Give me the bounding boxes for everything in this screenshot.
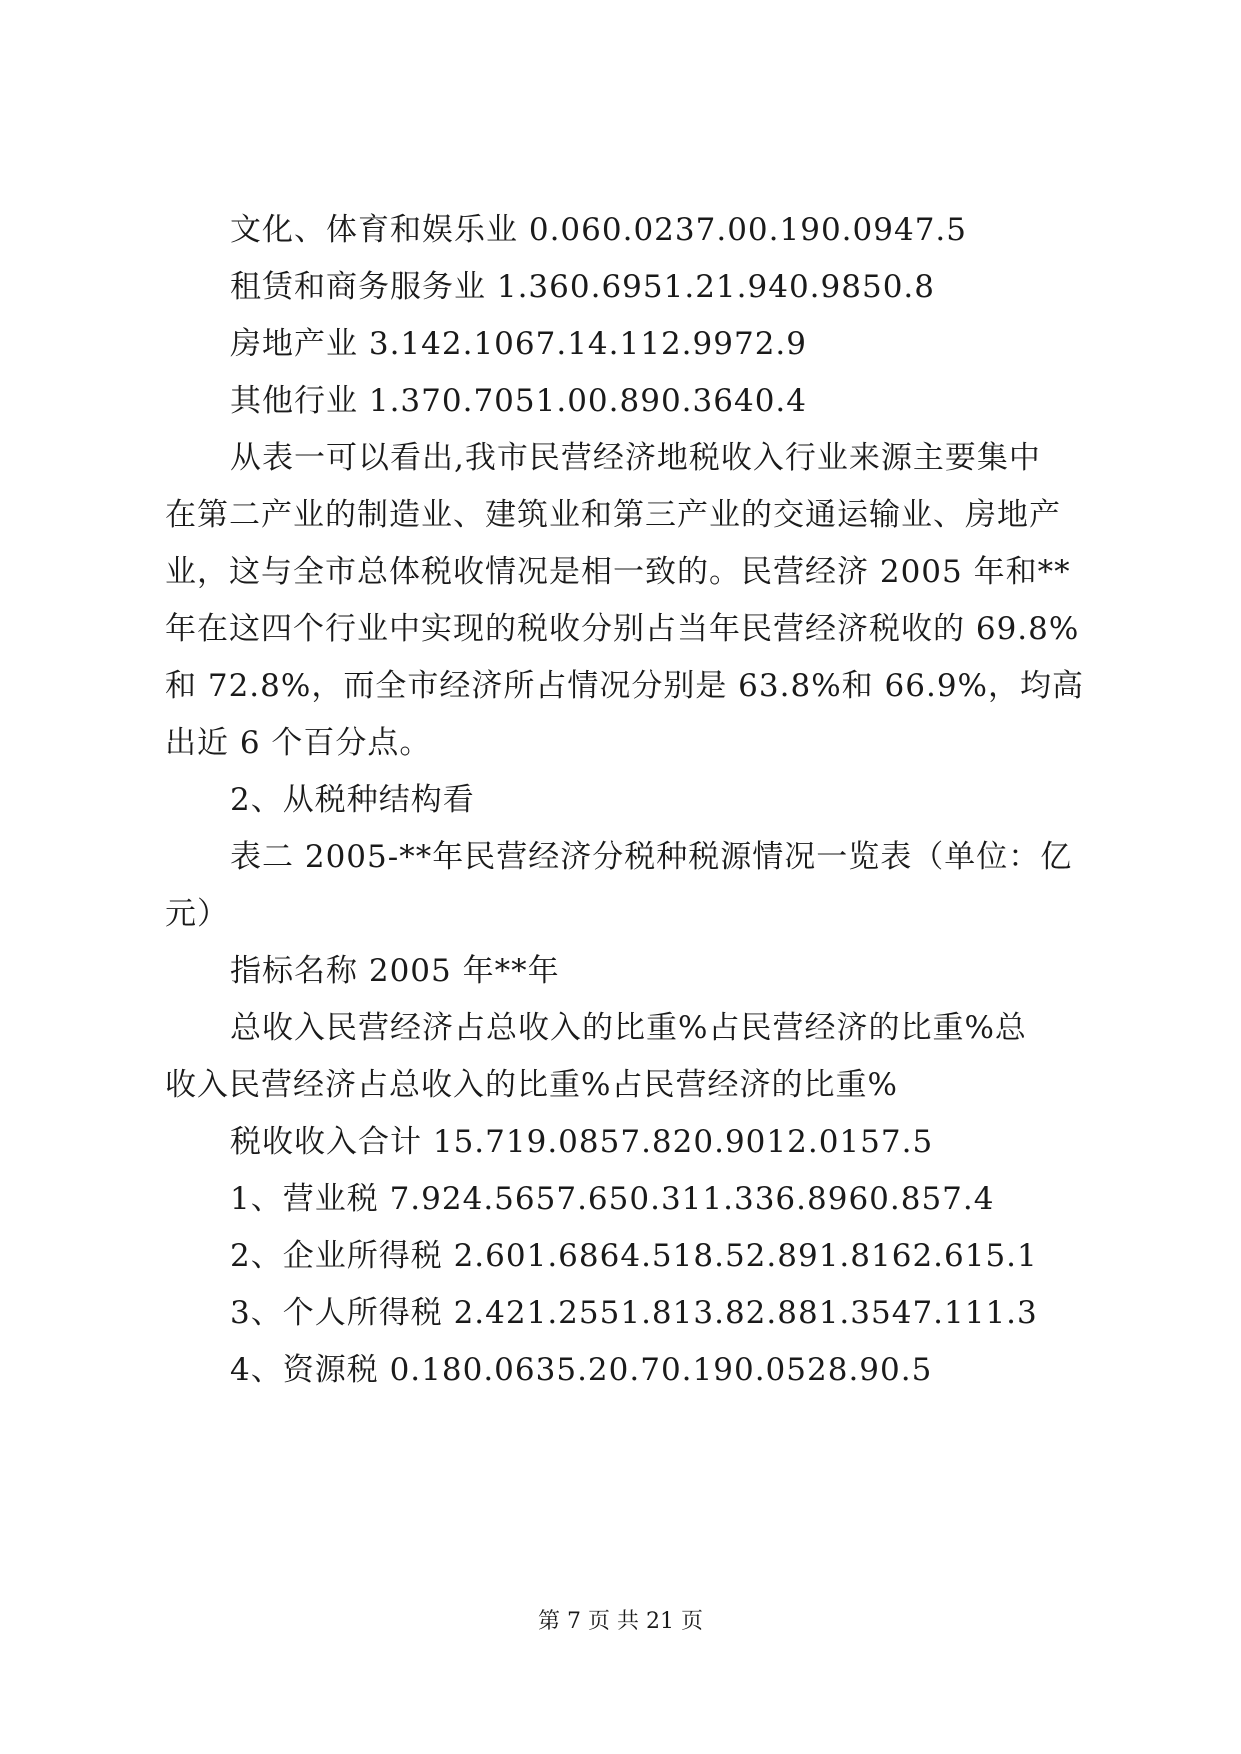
table2-header: 指标名称 2005 年**年 — [230, 953, 560, 989]
paragraph-line: 和 72.8%，而全市经济所占情况分别是 63.8%和 66.9%，均高 — [165, 668, 1084, 704]
paragraph-line: 出近 6 个百分点。 — [165, 725, 432, 761]
table2-caption-cont: 元） — [165, 896, 229, 932]
table2-subheader: 总收入民营经济占总收入的比重%占民营经济的比重%总 — [230, 1010, 1027, 1046]
table2-subheader-cont: 收入民营经济占总收入的比重%占民营经济的比重% — [165, 1067, 898, 1103]
table1-row-real-estate: 房地产业 3.142.1067.14.112.9972.9 — [230, 326, 807, 362]
paragraph-line: 从表一可以看出,我市民营经济地税收入行业来源主要集中 — [230, 440, 1041, 476]
table1-row-culture: 文化、体育和娱乐业 0.060.0237.00.190.0947.5 — [230, 212, 967, 248]
table2-row-business-tax: 1、营业税 7.924.5657.650.311.336.8960.857.4 — [230, 1181, 995, 1217]
page-footer: 第 7 页 共 21 页 — [538, 1609, 703, 1634]
table2-caption: 表二 2005-**年民营经济分税种税源情况一览表（单位：亿 — [230, 839, 1073, 875]
table2-row-corporate-income-tax: 2、企业所得税 2.601.6864.518.52.891.8162.615.1 — [230, 1238, 1038, 1274]
paragraph-line: 在第二产业的制造业、建筑业和第三产业的交通运输业、房地产 — [165, 497, 1061, 533]
paragraph-line: 业，这与全市总体税收情况是相一致的。民营经济 2005 年和** — [165, 554, 1071, 590]
table1-row-leasing: 租赁和商务服务业 1.360.6951.21.940.9850.8 — [230, 269, 935, 305]
table2-row-personal-income-tax: 3、个人所得税 2.421.2551.813.82.881.3547.111.3 — [230, 1295, 1038, 1331]
table2-row-total: 税收收入合计 15.719.0857.820.9012.0157.5 — [230, 1124, 934, 1160]
table2-row-resource-tax: 4、资源税 0.180.0635.20.70.190.0528.90.5 — [230, 1352, 933, 1388]
paragraph-line: 年在这四个行业中实现的税收分别占当年民营经济税收的 69.8% — [165, 611, 1080, 647]
section-heading: 2、从税种结构看 — [230, 782, 475, 818]
table1-row-other: 其他行业 1.370.7051.00.890.3640.4 — [230, 383, 807, 419]
